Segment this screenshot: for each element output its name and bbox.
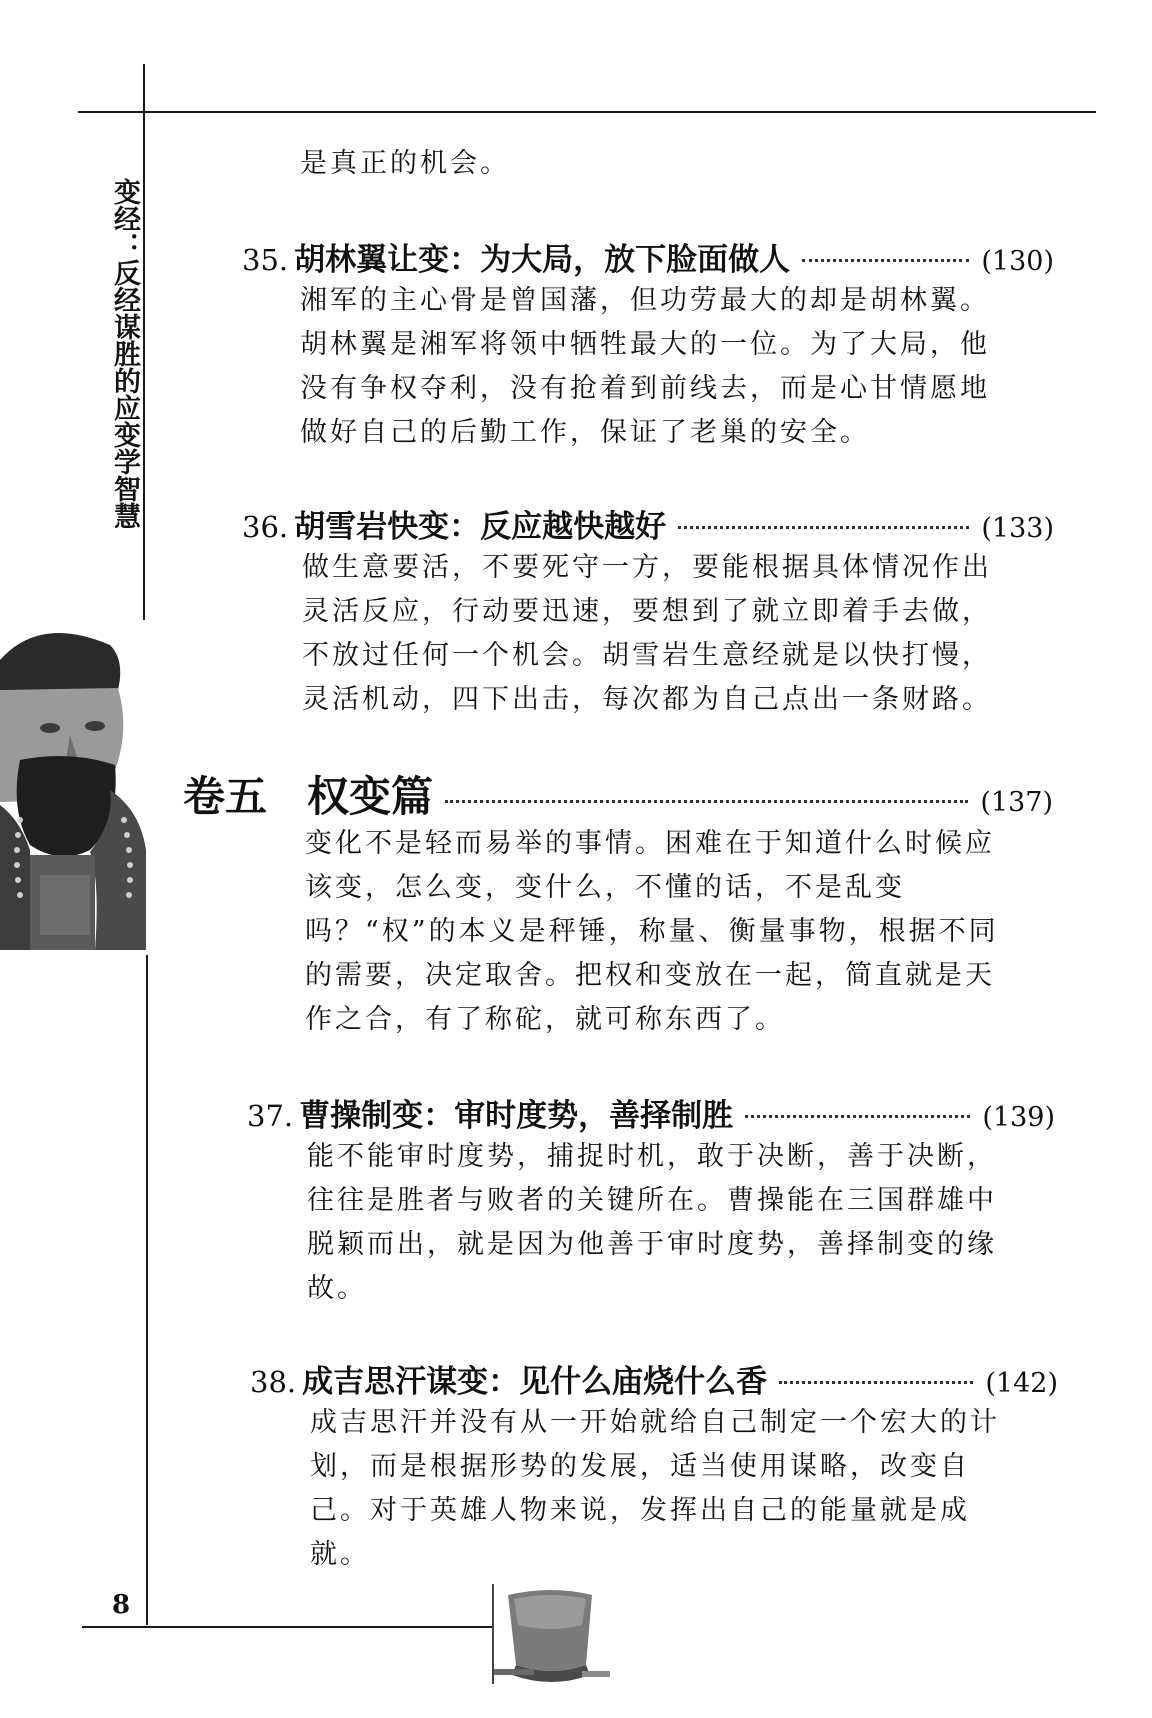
intro-text: 是真正的机会。 [300, 148, 510, 179]
entry-number: 38. [250, 1365, 297, 1399]
entry-page: (130) [981, 246, 1054, 277]
entry-summary: 做生意要活，不要死守一方，要能根据具体情况作出灵活反应，行动要迅速，要想到了就立即着手去做，不放过任何一个机会。胡雪岩生意经就是以快打慢，灵活机动，四下出击，每次都为自己点出一条财路。 [302, 552, 992, 715]
toc-entry-35[interactable] [242, 234, 1054, 279]
page-number: 8 [112, 1590, 131, 1620]
entry-title: 胡雪岩快变：反应越快越好 [294, 509, 667, 545]
entry-title: 成吉思汗谋变：见什么庙烧什么香 [302, 1364, 768, 1400]
chapter-page: (137) [980, 787, 1053, 818]
toc-entry-36[interactable] [242, 501, 1054, 546]
leader-dots [802, 259, 969, 262]
chapter-label: 卷五 [183, 772, 268, 821]
toc-entry-38[interactable] [250, 1356, 1058, 1401]
chapter-heading[interactable] [183, 764, 1053, 824]
leader-dots [745, 1115, 970, 1118]
margin-rule-bottom [146, 955, 148, 1625]
entry-page: (142) [985, 1368, 1058, 1399]
header-rule [78, 111, 1096, 113]
entry-page: (133) [981, 513, 1054, 544]
entry-title: 胡林翼让变：为大局，放下脸面做人 [294, 242, 791, 278]
footer-rule [82, 1626, 492, 1628]
entry-number: 36. [242, 510, 289, 544]
leader-dots [445, 800, 968, 803]
entry-summary: 能不能审时度势，捕捉时机，敢于决断，善于决断，往往是胜者与败者的关键所在。曹操能在三国群雄中脱颖而出，就是因为他善于审时度势，善择制变的缘故。 [307, 1141, 997, 1304]
entry-page: (139) [982, 1102, 1055, 1133]
entry-number: 37. [247, 1099, 294, 1133]
entry-number: 35. [242, 243, 289, 277]
entry-title: 曹操制变：审时度势，善择制胜 [299, 1098, 734, 1134]
chapter-title: 权变篇 [307, 772, 434, 821]
margin-rule-top [143, 64, 145, 629]
portrait-image [0, 620, 146, 950]
running-title: 变经：反经谋胜的应变学智慧 [109, 178, 140, 529]
entry-summary: 成吉思汗并没有从一开始就给自己制定一个宏大的计划，而是根据形势的发展，适当使用谋略，改变自己。对于英雄人物来说，发挥出自己的能量就是成就。 [310, 1407, 1000, 1570]
leader-dots [678, 526, 969, 529]
entry-summary: 湘军的主心骨是曾国藩，但功劳最大的却是胡林翼。胡林翼是湘军将领中牺牲最大的一位。为了大局，他没有争权夺利，没有抢着到前线去，而是心甘情愿地做好自己的后勤工作，保证了老巢的安全。 [300, 285, 990, 448]
leader-dots [779, 1381, 973, 1384]
bronze-vessel-image [494, 1585, 610, 1695]
chapter-summary: 变化不是轻而易举的事情。困难在于知道什么时候应该变，怎么变，变什么，不懂的话，不是乱变吗？“权”的本义是秤锤，称量、衡量事物，根据不同的需要，决定取舍。把权和变放在一起，简直就是天作之合，有了称砣，就可称东西了。 [305, 828, 999, 1035]
toc-entry-37[interactable] [247, 1090, 1055, 1135]
